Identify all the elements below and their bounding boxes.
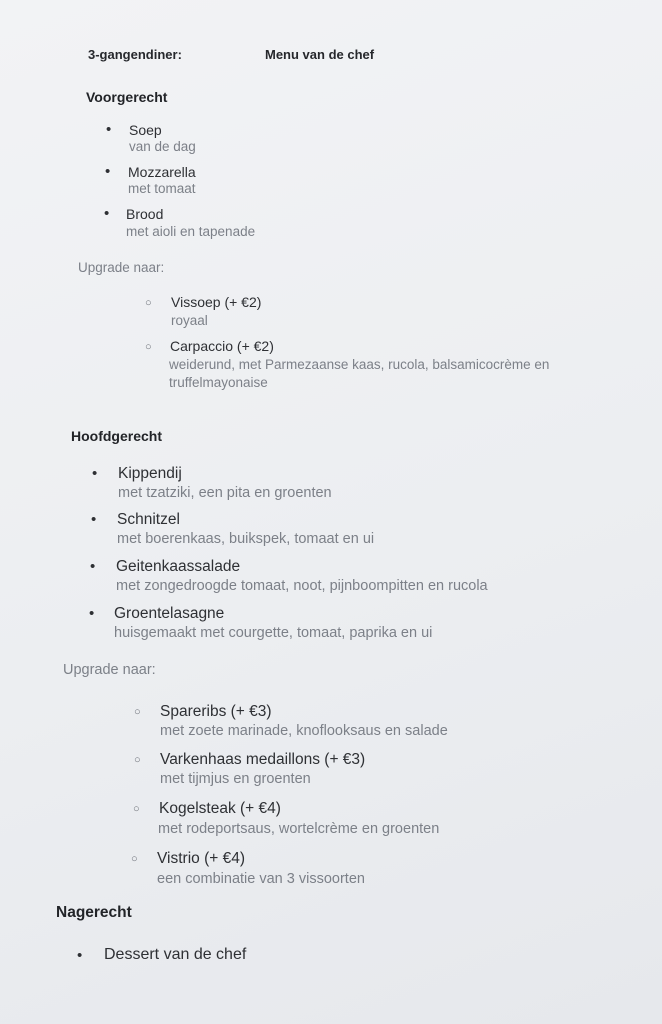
bullet-icon: • (90, 558, 96, 575)
bullet-icon: • (77, 947, 83, 964)
hoofdgerecht-upgrade-desc: met rodeportsaus, wortelcrème en groenten (158, 821, 440, 837)
hoofdgerecht-upgrade-name: Kogelsteak (+ €4) (159, 800, 281, 817)
voorgerecht-item-name: Mozzarella (128, 164, 196, 180)
voorgerecht-item-desc: van de dag (129, 139, 196, 154)
hoofdgerecht-upgrade-name: Spareribs (+ €3) (160, 703, 272, 720)
bullet-icon: • (91, 511, 97, 528)
section-title-nagerecht: Nagerecht (56, 904, 132, 921)
circle-bullet-icon: ○ (145, 341, 152, 353)
hoofdgerecht-item-name: Geitenkaassalade (116, 558, 241, 575)
hoofdgerecht-item-desc: met tzatziki, een pita en groenten (118, 485, 332, 501)
hoofdgerecht-upgrade-name: Varkenhaas medaillons (+ €3) (160, 751, 366, 768)
hoofdgerecht-upgrade-name: Vistrio (+ €4) (157, 850, 246, 867)
nagerecht-item-name: Dessert van de chef (104, 946, 247, 963)
circle-bullet-icon: ○ (131, 853, 138, 865)
bullet-icon: • (106, 121, 112, 138)
hoofdgerecht-upgrade-desc: met tijmjus en groenten (160, 771, 311, 787)
hoofdgerecht-item-name: Kippendij (118, 465, 182, 482)
voorgerecht-item-name: Brood (126, 206, 164, 222)
circle-bullet-icon: ○ (145, 297, 152, 309)
section-title-voorgerecht: Voorgerecht (86, 89, 168, 105)
voorgerecht-upgrade-name: Carpaccio (+ €2) (170, 338, 274, 354)
header-menu-title: Menu van de chef (265, 47, 375, 62)
circle-bullet-icon: ○ (134, 706, 141, 718)
voorgerecht-upgrade-label: Upgrade naar: (78, 260, 165, 275)
voorgerecht-upgrade-desc: royaal (171, 313, 208, 328)
circle-bullet-icon: ○ (134, 754, 141, 766)
hoofdgerecht-upgrade-label: Upgrade naar: (63, 662, 156, 678)
hoofdgerecht-item-name: Schnitzel (117, 511, 180, 528)
voorgerecht-item-name: Soep (129, 122, 162, 138)
hoofdgerecht-upgrade-desc: met zoete marinade, knoflooksaus en salade (160, 723, 448, 739)
hoofdgerecht-item-desc: met boerenkaas, buikspek, tomaat en ui (117, 531, 375, 547)
hoofdgerecht-item-desc: met zongedroogde tomaat, noot, pijnboompitten en rucola (116, 578, 488, 594)
section-title-hoofdgerecht: Hoofdgerecht (71, 428, 162, 444)
voorgerecht-upgrade-name: Vissoep (+ €2) (171, 294, 262, 310)
bullet-icon: • (105, 163, 111, 180)
voorgerecht-upgrade-desc: weiderund, met Parmezaanse kaas, rucola, balsamicocrème en (169, 357, 550, 372)
voorgerecht-item-desc: met tomaat (128, 181, 196, 196)
bullet-icon: • (89, 605, 95, 622)
bullet-icon: • (92, 465, 98, 482)
header-course-count: 3-gangendiner: (88, 47, 182, 62)
hoofdgerecht-item-desc: huisgemaakt met courgette, tomaat, paprika en ui (114, 625, 433, 641)
hoofdgerecht-upgrade-desc: een combinatie van 3 vissoorten (157, 871, 365, 887)
hoofdgerecht-item-name: Groentelasagne (114, 605, 225, 622)
bullet-icon: • (104, 205, 110, 222)
circle-bullet-icon: ○ (133, 803, 140, 815)
voorgerecht-item-desc: met aioli en tapenade (126, 224, 256, 239)
voorgerecht-upgrade-desc-continued: truffelmayonaise (169, 375, 268, 390)
